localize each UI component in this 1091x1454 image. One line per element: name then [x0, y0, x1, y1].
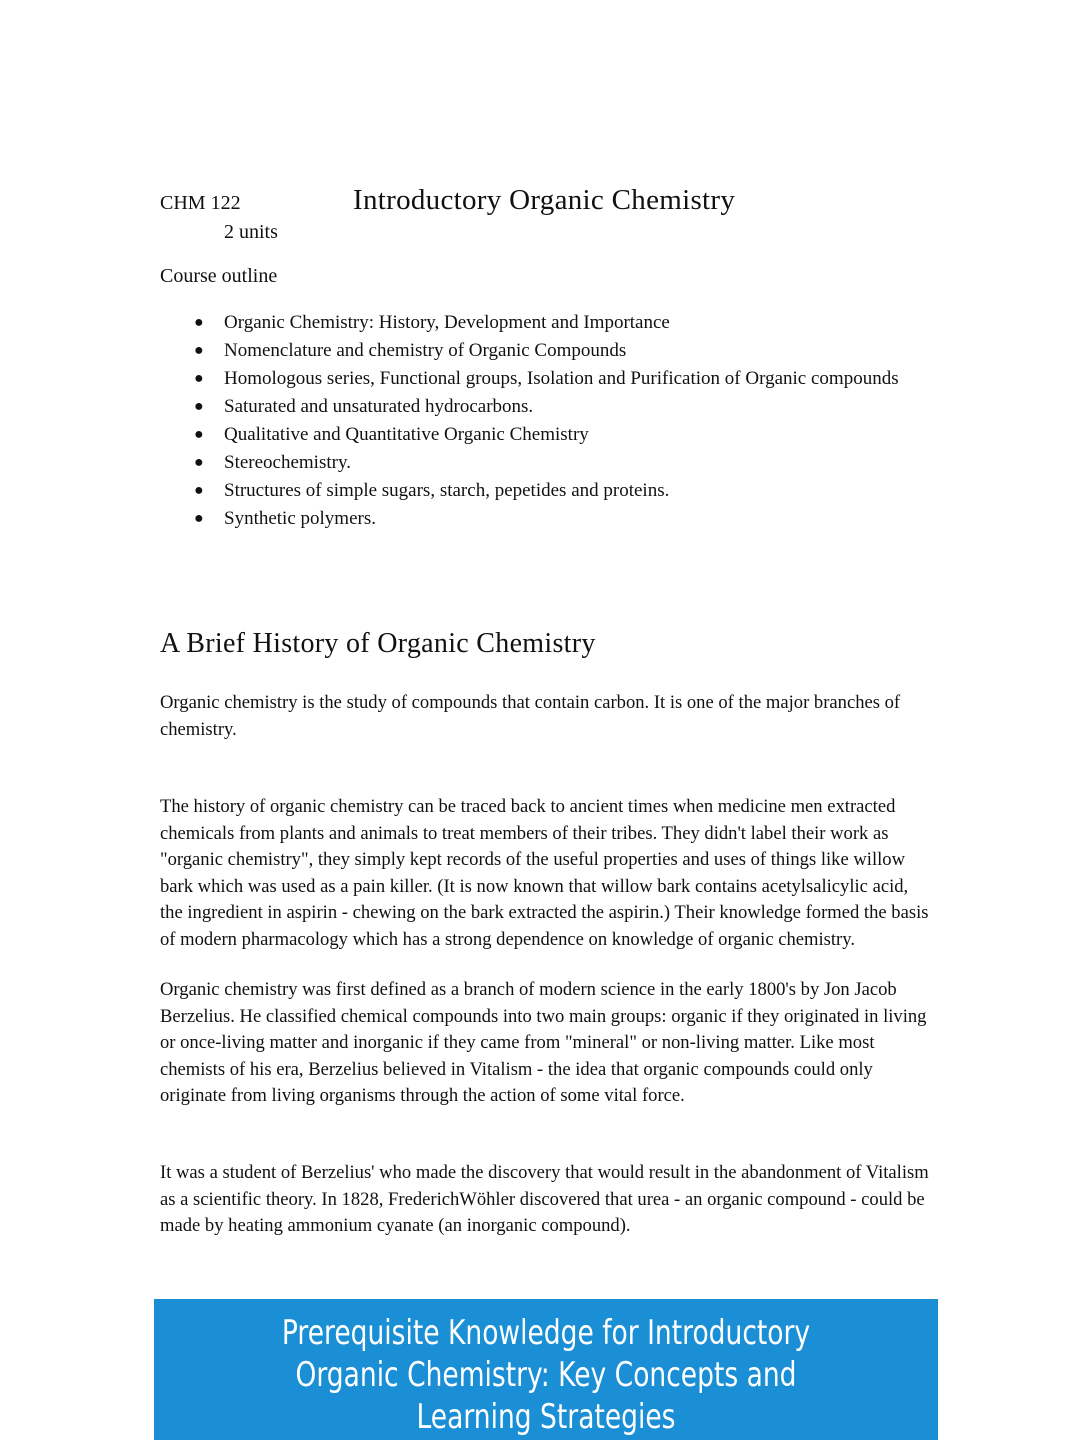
course-title: Introductory Organic Chemistry	[353, 184, 736, 216]
list-item	[160, 505, 930, 532]
bullet-icon: ●	[194, 314, 204, 331]
list-item	[160, 393, 930, 420]
list-item-text: Homologous series, Functional groups, Isolation and Purification of Organic compounds	[224, 368, 899, 389]
banner-title: Prerequisite Knowledge for Introductory Organic Chemistry: Key Concepts and Learning Strategies	[281, 1312, 811, 1437]
paragraph: The history of organic chemistry can be traced back to ancient times when medicine men extracted chemicals from plants and animals to treat members of their tribes. They didn't label their work as "organic chemistry", they simply kept records of the useful properties and uses of things like willow bark which was used as a pain killer. (It is now known that willow bark contains acetylsalicylic acid, the ingredient in aspirin - chewing on the bark extracted the aspirin.) Their knowledge formed the basis of modern pharmacology which has a strong dependence on knowledge of organic chemistry.	[160, 796, 929, 950]
bullet-icon: ●	[194, 342, 204, 359]
list-item-text: Organic Chemistry: History, Development and Importance	[224, 312, 670, 333]
list-item-text: Stereochemistry.	[224, 452, 351, 473]
bullet-icon: ●	[194, 426, 204, 443]
list-item-text: Synthetic polymers.	[224, 508, 376, 529]
outline-list	[160, 309, 930, 533]
outline-label: Course outline	[160, 265, 278, 287]
course-code: CHM 122	[160, 192, 241, 214]
bullet-icon: ●	[194, 454, 204, 471]
paragraph: Organic chemistry is the study of compounds that contain carbon. It is one of the major branches of chemistry.	[160, 692, 901, 740]
list-item	[160, 309, 930, 336]
course-units: 2 units	[224, 221, 278, 243]
list-item-text: Saturated and unsaturated hydrocarbons.	[224, 396, 534, 417]
list-item-text: Qualitative and Quantitative Organic Chemistry	[224, 424, 589, 445]
bullet-icon: ●	[194, 370, 204, 387]
list-item	[160, 337, 930, 364]
list-item	[160, 365, 930, 392]
title-banner	[154, 1299, 938, 1440]
list-item	[160, 477, 930, 504]
bullet-icon: ●	[194, 510, 204, 527]
list-item	[160, 449, 930, 476]
paragraph: Organic chemistry was first defined as a branch of modern science in the early 1800's by Jon Jacob Berzelius. He classified chemical compounds into two main groups: organic if they originated in living or once-living matter and inorganic if they came from "mineral" or non-living matter. Like most chemists of his era, Berzelius believed in Vitalism - the idea that organic compounds could only originate from living organisms through the action of some vital force.	[160, 979, 927, 1107]
section-heading: A Brief History of Organic Chemistry	[160, 628, 596, 659]
bullet-icon: ●	[194, 398, 204, 415]
bullet-icon: ●	[194, 482, 204, 499]
list-item-text: Structures of simple sugars, starch, pepetides and proteins.	[224, 480, 670, 501]
list-item-text: Nomenclature and chemistry of Organic Compounds	[224, 340, 627, 361]
paragraph: It was a student of Berzelius' who made the discovery that would result in the abandonment of Vitalism as a scientific theory. In 1828, FrederichWöhler discovered that urea - an organic compound - could be made by heating ammonium cyanate (an inorganic compound).	[160, 1162, 929, 1237]
list-item	[160, 421, 930, 448]
